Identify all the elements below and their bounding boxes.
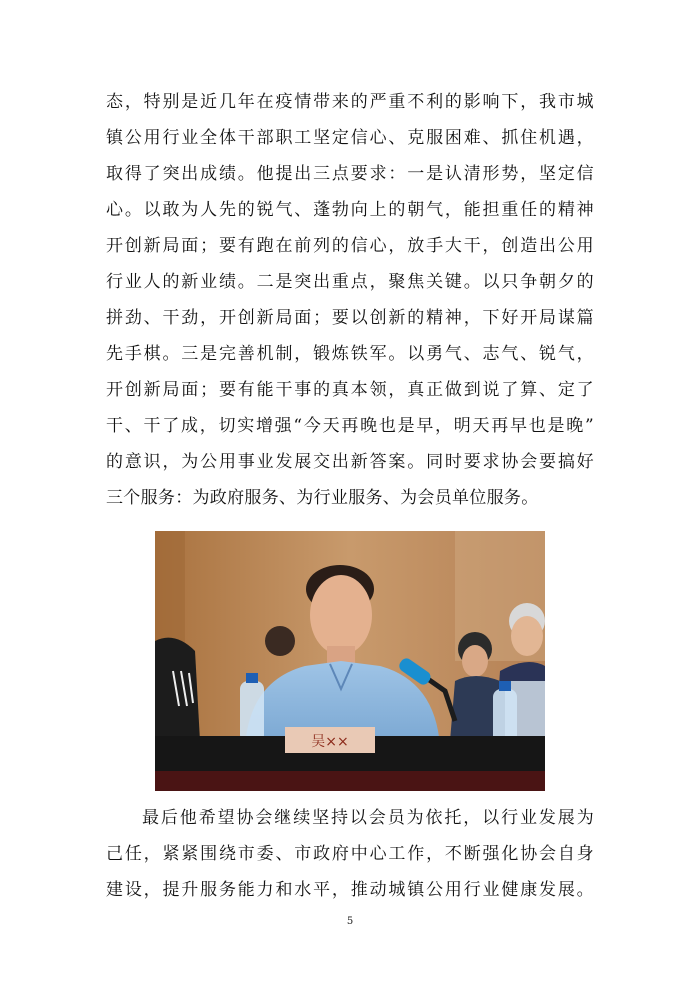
text-line: 心。以敢为人先的锐气、蓬勃向上的朝气，能担重任的精神 (106, 200, 594, 220)
text-line: 取得了突出成绩。他提出三点要求：一是认清形势，坚定信 (106, 164, 594, 184)
text-line: 开创新局面；要有能干事的真本领，真正做到说了算、定了 (106, 380, 594, 400)
text-line: 的意识，为公用事业发展交出新答案。同时要求协会要搞好 (106, 452, 594, 472)
text-line: 开创新局面；要有跑在前列的信心，放手大干，创造出公用 (106, 236, 594, 256)
text-line: 态，特别是近几年在疫情带来的严重不利的影响下，我市城 (106, 92, 594, 112)
body-paragraph-2 (106, 800, 594, 908)
speaker-photo (155, 531, 545, 791)
text-line: 己任，紧紧围绕市委、市政府中心工作，不断强化协会自身 (106, 844, 594, 864)
text-line: 建设，提升服务能力和水平，推动城镇公用行业健康发展。 (106, 880, 594, 900)
page-number: 5 (346, 916, 354, 927)
text-line: 干、干了成，切实增强“今天再晚也是早，明天再早也是晚” (106, 416, 594, 436)
text-line: 镇公用行业全体干部职工坚定信心、克服困难、抓住机遇， (106, 128, 594, 148)
text-line: 先手棋。三是完善机制，锻炼铁军。以勇气、志气、锐气， (106, 344, 594, 364)
text-line: 最后他希望协会继续坚持以会员为依托，以行业发展为 (142, 808, 594, 828)
text-line: 行业人的新业绩。二是突出重点，聚焦关键。以只争朝夕的 (106, 272, 594, 292)
body-paragraph-1 (106, 84, 594, 516)
nameplate-text: 吴×× (311, 734, 349, 750)
text-line: 三个服务：为政府服务、为行业服务、为会员单位服务。 (106, 488, 539, 508)
text-line: 拼劲、干劲，开创新局面；要以创新的精神，下好开局谋篇 (106, 308, 594, 328)
